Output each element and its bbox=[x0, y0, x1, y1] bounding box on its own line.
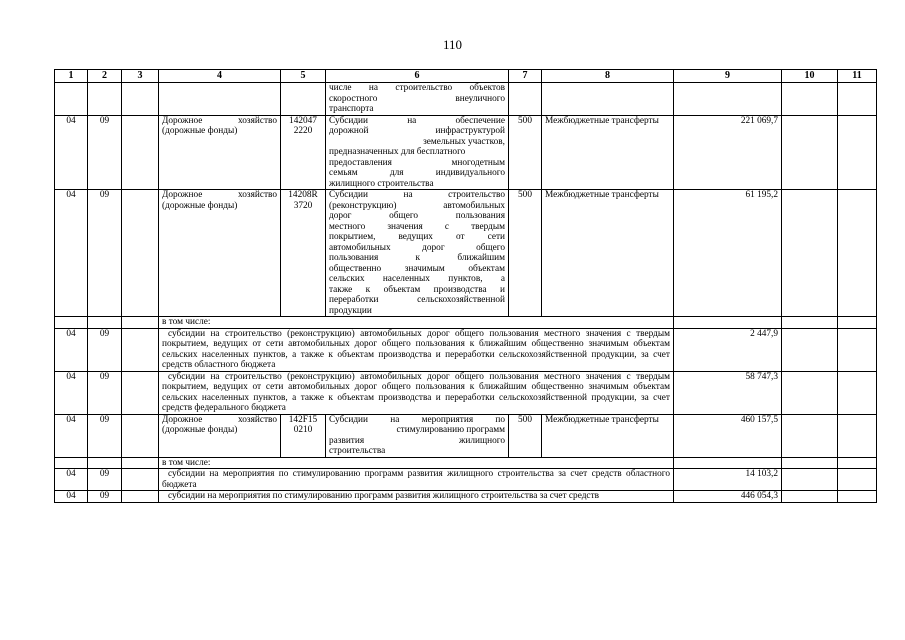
page-number: 110 bbox=[442, 37, 463, 52]
description-line: стимулированию программ bbox=[396, 425, 505, 435]
table-row bbox=[55, 317, 877, 329]
subsection-cell: 09 bbox=[88, 371, 122, 414]
column-header: 11 bbox=[838, 70, 877, 83]
subsection-cell: 09 bbox=[88, 190, 122, 317]
amount-cell: 14 103,2 bbox=[674, 469, 782, 491]
code-cell bbox=[281, 190, 326, 317]
table-row bbox=[55, 190, 877, 317]
description-line: покрытием, ведущих от сети bbox=[329, 232, 505, 242]
table-row bbox=[55, 491, 877, 503]
description-line: сельских населенных пунктов, а bbox=[329, 274, 505, 284]
expense-name-cell: Межбюджетные трансферты bbox=[542, 115, 674, 190]
description-cell bbox=[326, 190, 509, 317]
amount-cell: 58 747,3 bbox=[674, 371, 782, 414]
description-cell bbox=[326, 115, 509, 190]
name-text: Дорожное хозяйство (дорожные фонды) bbox=[162, 115, 277, 136]
table-row bbox=[55, 115, 877, 190]
subsection-cell: 09 bbox=[88, 328, 122, 371]
description-line: предоставления многодетным bbox=[329, 157, 505, 168]
description-line: общественно значимым объектам bbox=[329, 263, 505, 274]
including-label: в том числе: bbox=[159, 317, 674, 329]
including-label: в том числе: bbox=[159, 457, 674, 469]
budget-table bbox=[54, 69, 877, 503]
code-cell bbox=[281, 115, 326, 190]
description-line: скоростного внеуличного bbox=[329, 93, 505, 104]
section-cell: 04 bbox=[55, 328, 88, 371]
section-cell: 04 bbox=[55, 469, 88, 491]
description-line: пользования к ближайшим bbox=[329, 253, 505, 263]
description-line: развития жилищного bbox=[329, 435, 505, 446]
subsidy-text: субсидии на строительство (реконструкцию) автомобильных дорог общего пользования местного значения с твердым покрытием, ведущих от сети автомобильных дорог общего пользования к ближайшим общественно значимым объектам сельских населенных пунктов, а также к объектам производства и переработки сельскохозяйственной продукции, за счет средств федерального бюджета bbox=[159, 371, 674, 414]
description-cell bbox=[326, 414, 509, 457]
code-line: 3720 bbox=[293, 200, 313, 211]
column-header: 9 bbox=[674, 70, 782, 83]
column-header: 8 bbox=[542, 70, 674, 83]
code-line: 142047 bbox=[289, 115, 317, 126]
description-line: жилищного строительства bbox=[329, 178, 434, 189]
column-header: 5 bbox=[281, 70, 326, 83]
code-line: 142F15 bbox=[288, 414, 318, 425]
description-line: продукции bbox=[329, 305, 372, 316]
code-line: 2220 bbox=[293, 126, 313, 136]
name-text: Дорожное хозяйство (дорожные фонды) bbox=[162, 414, 277, 435]
description-line: Субсидии на строительство bbox=[329, 190, 505, 200]
description-line: предназначенных для бесплатного bbox=[329, 147, 466, 157]
description-line: переработки сельскохозяйственной bbox=[329, 295, 505, 305]
column-header: 3 bbox=[122, 70, 159, 83]
column-header: 2 bbox=[88, 70, 122, 83]
column-header: 6 bbox=[326, 70, 509, 83]
expense-type-cell: 500 bbox=[509, 190, 542, 317]
section-cell: 04 bbox=[55, 371, 88, 414]
code-line: 14208R bbox=[288, 190, 318, 200]
section-cell: 04 bbox=[55, 190, 88, 317]
column-header: 4 bbox=[159, 70, 281, 83]
expense-type-cell: 500 bbox=[509, 414, 542, 457]
column-header: 7 bbox=[509, 70, 542, 83]
table-row bbox=[55, 83, 877, 116]
name-text: Дорожное хозяйство (дорожные фонды) bbox=[162, 190, 277, 211]
amount-cell: 2 447,9 bbox=[674, 328, 782, 371]
description-line: строительства bbox=[329, 446, 386, 456]
table-row bbox=[55, 457, 877, 469]
table-row bbox=[55, 414, 877, 457]
column-header: 1 bbox=[55, 70, 88, 83]
section-cell: 04 bbox=[55, 115, 88, 190]
description-line: автомобильных дорог общего bbox=[329, 242, 505, 253]
amount-cell: 221 069,7 bbox=[674, 115, 782, 190]
table-row bbox=[55, 469, 877, 491]
description-line: также к объектам производства и bbox=[329, 284, 505, 295]
amount-cell: 61 195,2 bbox=[674, 190, 782, 317]
code-line: 0210 bbox=[293, 425, 313, 435]
expense-name-cell: Межбюджетные трансферты bbox=[542, 414, 674, 457]
code-cell bbox=[281, 414, 326, 457]
description-line: Субсидии на мероприятия по bbox=[329, 414, 505, 425]
table-row bbox=[55, 328, 877, 371]
description-line: местного значения с твердым bbox=[329, 221, 505, 232]
subsection-cell: 09 bbox=[88, 414, 122, 457]
table-row bbox=[55, 371, 877, 414]
expense-type-cell: 500 bbox=[509, 115, 542, 190]
expense-name-cell: Межбюджетные трансферты bbox=[542, 190, 674, 317]
description-line: дорожной инфраструктурой bbox=[329, 126, 505, 136]
section-cell: 04 bbox=[55, 414, 88, 457]
name-cell bbox=[159, 414, 281, 457]
description-line: (реконструкцию) автомобильных bbox=[329, 200, 505, 211]
amount-cell: 446 054,3 bbox=[674, 491, 782, 503]
subsection-cell: 09 bbox=[88, 469, 122, 491]
amount-cell: 460 157,5 bbox=[674, 414, 782, 457]
description-line: дорог общего пользования bbox=[329, 211, 505, 221]
subsidy-text: субсидии на строительство (реконструкцию) автомобильных дорог общего пользования местного значения с твердым покрытием, ведущих от сети автомобильных дорог общего пользования к ближайшим общественно значимым объектам сельских населенных пунктов, а также к объектам производства и переработки сельскохозяйственной продукции, за счет средств областного бюджета bbox=[159, 328, 674, 371]
header-row bbox=[55, 70, 877, 83]
subsection-cell: 09 bbox=[88, 491, 122, 503]
name-cell bbox=[159, 115, 281, 190]
name-cell bbox=[159, 190, 281, 317]
description-line: транспорта bbox=[329, 104, 374, 114]
description-line: Субсидии на обеспечение bbox=[329, 115, 505, 126]
description-line: земельных участков, bbox=[423, 136, 505, 147]
section-cell: 04 bbox=[55, 491, 88, 503]
subsection-cell: 09 bbox=[88, 115, 122, 190]
column-header: 10 bbox=[782, 70, 838, 83]
description-line: числе на строительство объектов bbox=[329, 83, 505, 93]
subsidy-text: субсидии на мероприятия по стимулированию программ развития жилищного строительства за счет средств областного бюджета bbox=[159, 469, 674, 491]
description-cell bbox=[326, 83, 509, 116]
subsidy-text: субсидии на мероприятия по стимулированию программ развития жилищного строительства за счет средств bbox=[159, 491, 674, 503]
description-line: семьям для индивидуального bbox=[329, 168, 505, 178]
